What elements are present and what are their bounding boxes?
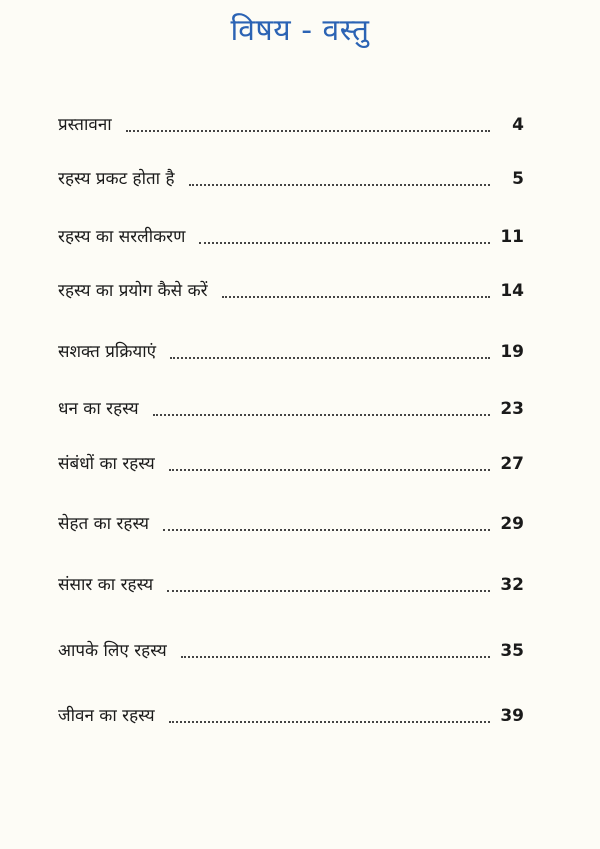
dot-leader	[170, 356, 490, 359]
toc-entry[interactable]	[58, 505, 524, 535]
toc-entry[interactable]	[58, 106, 524, 136]
toc-entry-label: सशक्त प्रक्रियाएं	[58, 342, 157, 362]
toc-entry[interactable]	[58, 272, 524, 302]
toc-entry[interactable]	[58, 333, 524, 363]
page-title: विषय - वस्तु	[230, 13, 370, 48]
toc-entry-label: रहस्य का सरलीकरण	[58, 227, 186, 247]
toc-entry-page: 19	[500, 342, 524, 362]
toc-entry-page: 4	[512, 115, 524, 135]
toc-entry[interactable]	[58, 160, 524, 190]
toc-entry-label: जीवन का रहस्य	[58, 706, 155, 726]
dot-leader	[199, 241, 490, 244]
toc-entry-page: 14	[500, 281, 524, 301]
toc-entry-label: प्रस्तावना	[58, 115, 112, 135]
toc-entry-page: 23	[500, 399, 524, 419]
toc-entry-label: संबंधों का रहस्य	[58, 454, 155, 474]
toc-entry-page: 5	[512, 169, 524, 189]
dot-leader	[169, 720, 490, 723]
toc-entry[interactable]	[58, 632, 524, 662]
dot-leader	[167, 589, 490, 592]
toc-entry[interactable]	[58, 566, 524, 596]
toc-entry[interactable]	[58, 445, 524, 475]
toc-entry-label: रहस्य प्रकट होता है	[58, 169, 175, 189]
toc-entry-label: धन का रहस्य	[58, 399, 139, 419]
dot-leader	[153, 413, 490, 416]
dot-leader	[181, 655, 490, 658]
toc-entry-page: 35	[500, 641, 524, 661]
toc-entry-label: रहस्य का प्रयोग कैसे करें	[58, 281, 208, 301]
dot-leader	[189, 183, 490, 186]
toc-entry[interactable]	[58, 697, 524, 727]
dot-leader	[126, 129, 490, 132]
dot-leader	[222, 295, 490, 298]
toc-entry-page: 39	[500, 706, 524, 726]
toc-entry-page: 29	[500, 514, 524, 534]
toc-entry-page: 32	[500, 575, 524, 595]
toc-entry-page: 11	[500, 227, 524, 247]
toc-entry-label: आपके लिए रहस्य	[58, 641, 167, 661]
dot-leader	[169, 468, 490, 471]
toc-entry[interactable]	[58, 218, 524, 248]
toc-entry-label: सेहत का रहस्य	[58, 514, 149, 534]
toc-entry[interactable]	[58, 390, 524, 420]
dot-leader	[163, 528, 490, 531]
toc-entry-page: 27	[500, 454, 524, 474]
toc-entry-label: संसार का रहस्य	[58, 575, 154, 595]
